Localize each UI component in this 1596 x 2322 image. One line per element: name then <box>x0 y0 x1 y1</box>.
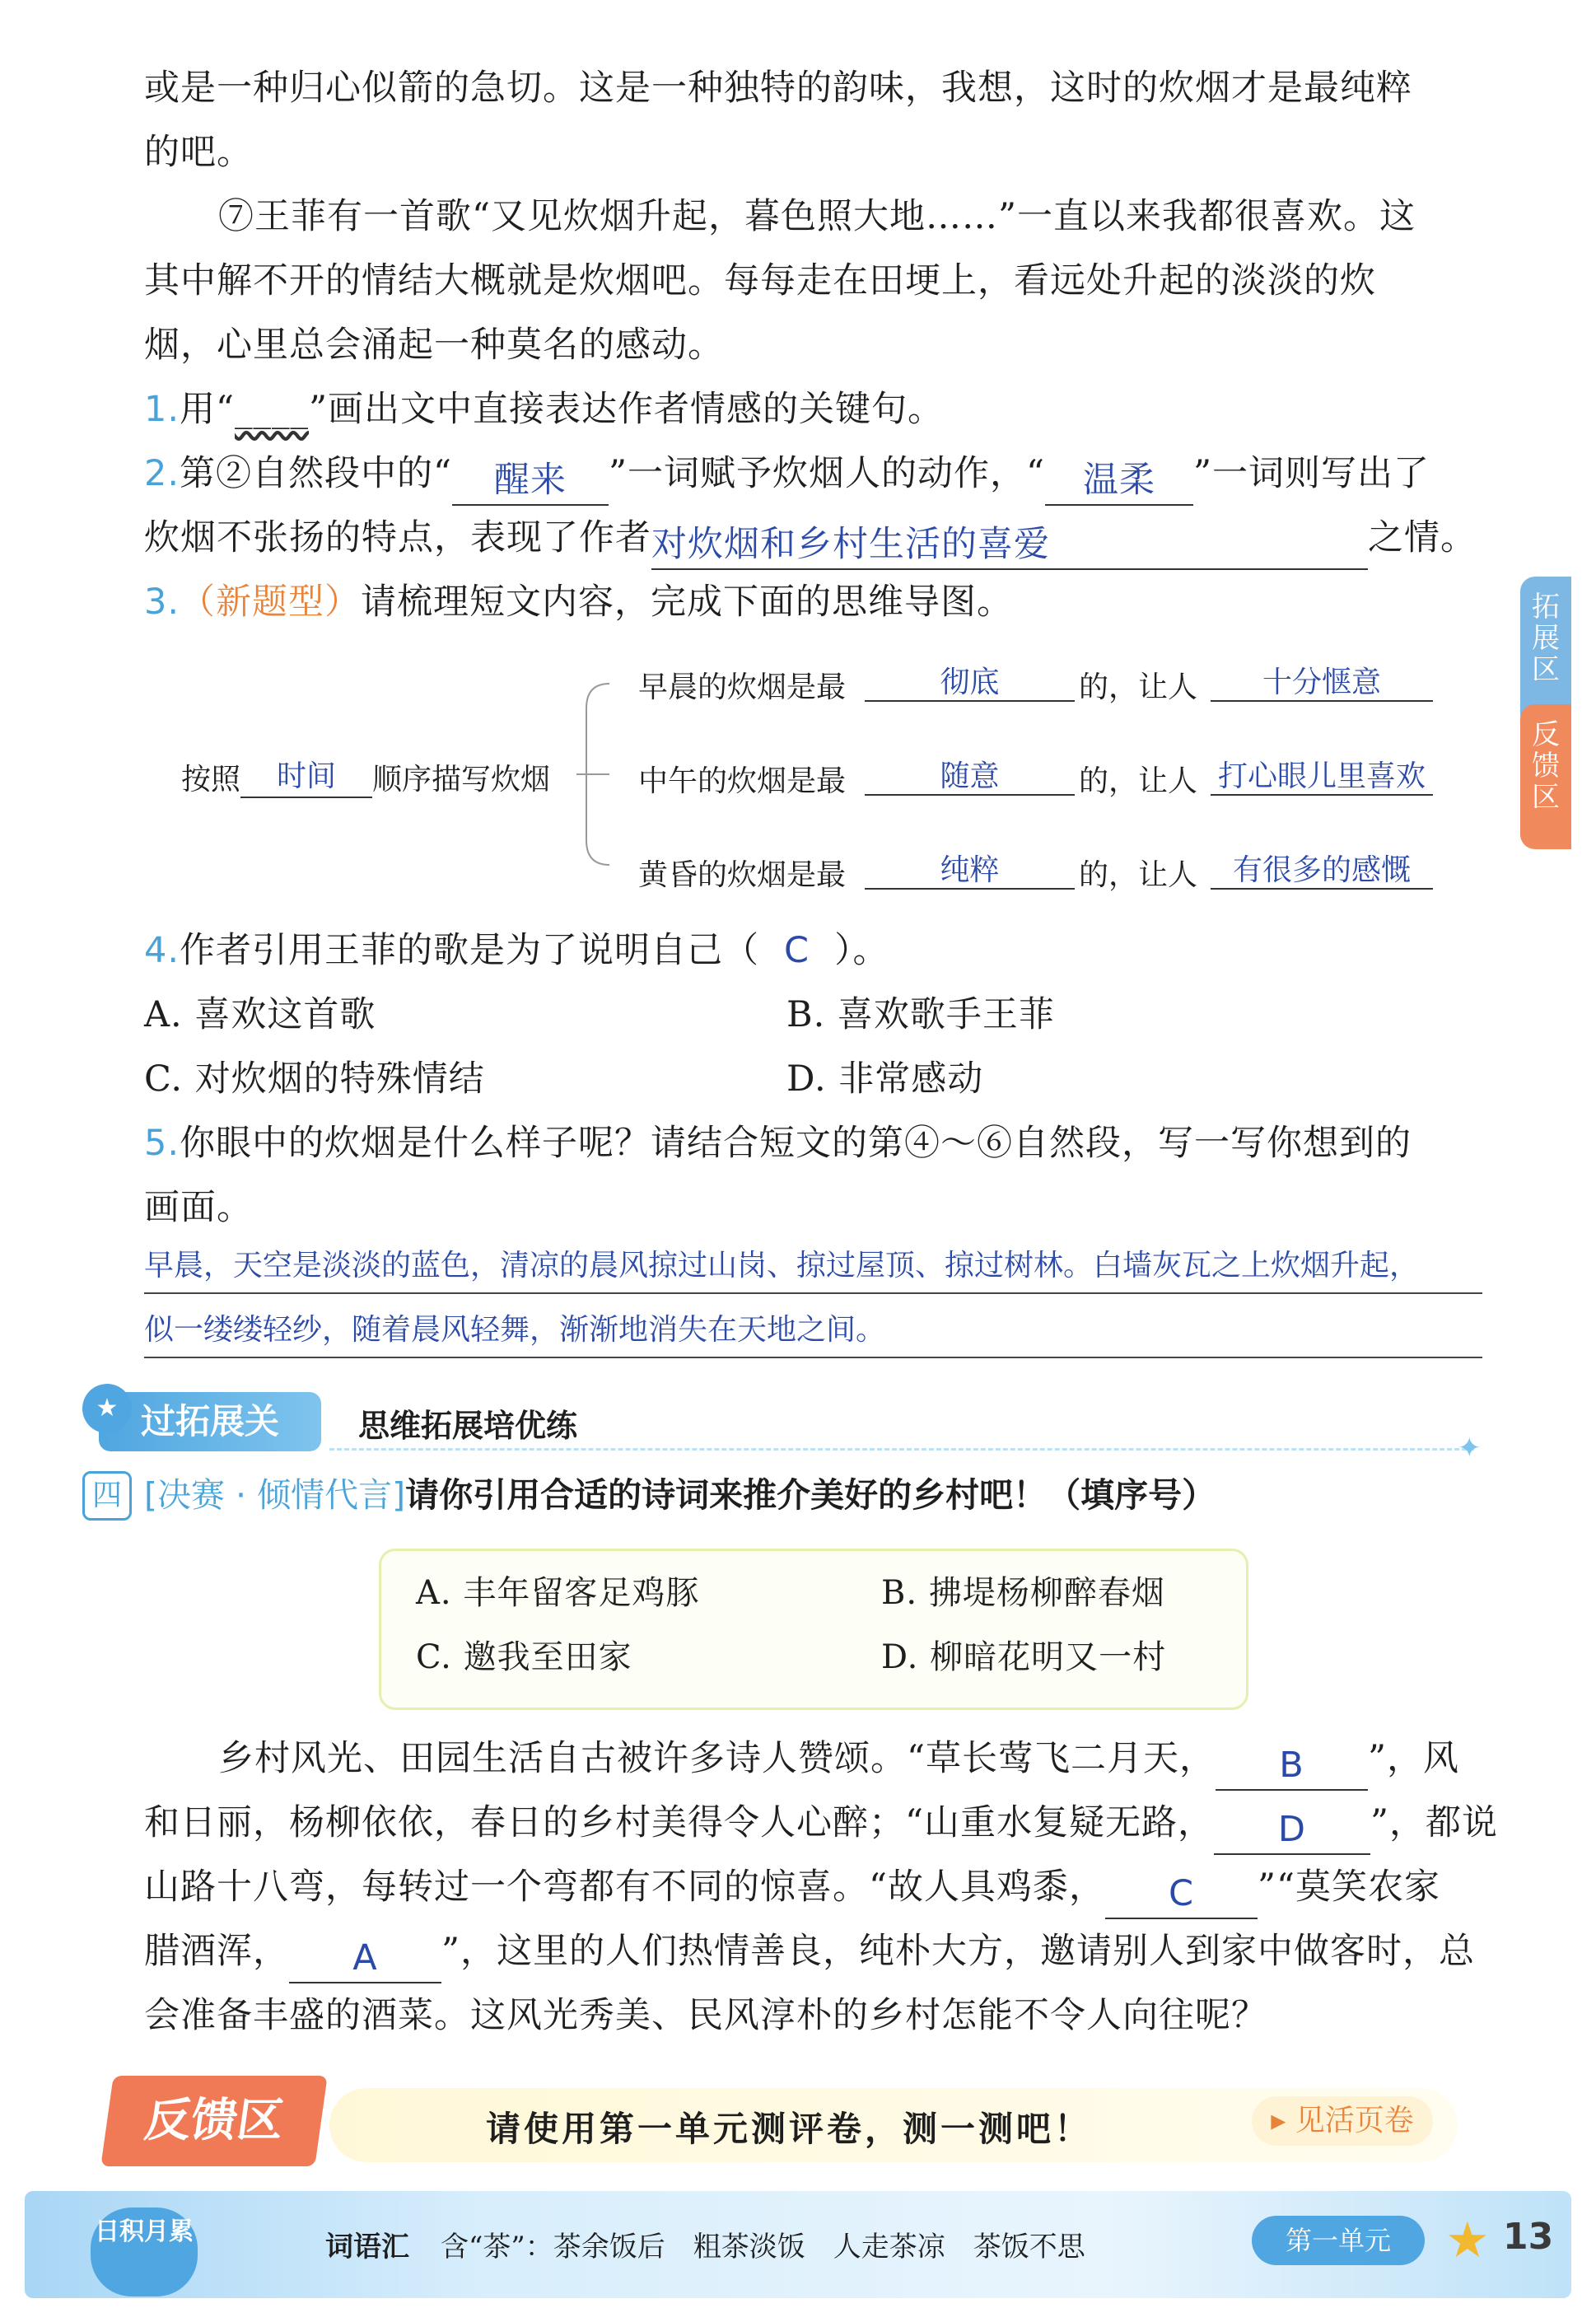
poem-paragraph-line-1: 乡村风光、田园生活自古被许多诗人赞颂。“草长莺飞二月天， B ”，风 <box>218 1726 1459 1791</box>
answer-blank[interactable]: 随意 <box>865 753 1075 796</box>
answer-blank[interactable]: 时间 <box>240 757 372 798</box>
mind-map-branch: 黄昏的炊烟是最 <box>638 858 847 892</box>
poem-paragraph-line-3: 山路十八弯，每转过一个弯都有不同的惊喜。“故人具鸡黍， C ”“莫笑农家 <box>144 1855 1440 1919</box>
tab-expand[interactable]: 拓展区 <box>1520 577 1571 730</box>
answer-blank[interactable]: 彻底 <box>865 659 1075 702</box>
section-badge: 过拓展关 <box>99 1392 321 1451</box>
question-number: 1. <box>144 389 180 430</box>
poem-option-a: A. 丰年留客足鸡豚 <box>416 1574 700 1612</box>
page-number: 13 <box>1503 2216 1554 2258</box>
mascot-icon: ★ <box>82 1384 132 1433</box>
poem-paragraph-line-2: 和日丽，杨柳依依，春日的乡村美得令人心醉；“山重水复疑无路， D ”，都说 <box>144 1791 1498 1855</box>
passage-line-3: ⑦王菲有一首歌“又见炊烟升起，暮色照大地……”一直以来我都很喜欢。这 <box>218 196 1416 237</box>
answer-choice[interactable]: C <box>784 930 810 971</box>
mind-map-branch: 早晨的炊烟是最 <box>638 670 847 704</box>
see-worksheet-link[interactable]: ▸ 见活页卷 <box>1252 2096 1433 2146</box>
answer-line-2[interactable]: 似一缕缕轻纱，随着晨风轻舞，渐渐地消失在天地之间。 <box>144 1304 1482 1358</box>
question-four: [决赛 · 倾情代言]请你引用合适的诗词来推介美好的乡村吧！（填序号） <box>144 1475 1216 1515</box>
question-1: 1.用“____”画出文中直接表达作者情感的关键句。 <box>144 389 944 430</box>
feedback-text: 请使用第一单元测评卷，测一测吧！ <box>486 2109 1093 2149</box>
passage-line-1: 或是一种归心似箭的急切。这是一种独特的韵味，我想，这时的炊烟才是最纯粹 <box>144 68 1412 109</box>
passage-line-4: 其中解不开的情结大概就是炊烟吧。每每走在田埂上，看远处升起的淡淡的炊 <box>144 260 1376 301</box>
answer-blank[interactable]: 醒来 <box>452 456 609 506</box>
poem-option-b: B. 拂堤杨柳醉春烟 <box>881 1574 1165 1612</box>
wavy-underline-mark: ____ <box>235 389 310 430</box>
star-icon: ✦ <box>1458 1432 1482 1465</box>
answer-line-1[interactable]: 早晨，天空是淡淡的蓝色，清凉的晨风掠过山岗、掠过屋顶、掠过树林。白墙灰瓦之上炊烟升起， <box>144 1240 1482 1294</box>
star-icon: ★ <box>1445 2212 1490 2269</box>
footer-content: 含“茶”：茶余饭后 粗茶淡饭 人走茶凉 茶饭不思 <box>441 2231 1085 2264</box>
answer-blank[interactable]: 十分惬意 <box>1211 659 1433 702</box>
section-subtitle: 思维拓展培优练 <box>358 1408 578 1444</box>
unit-label: 第一单元 <box>1252 2216 1425 2265</box>
answer-blank[interactable]: C <box>1105 1870 1258 1919</box>
poem-paragraph-line-4: 腊酒浑， A ”，这里的人们热情善良，纯朴大方，邀请别人到家中做客时，总 <box>144 1919 1475 1983</box>
answer-blank[interactable]: A <box>289 1934 441 1983</box>
option-c[interactable]: C. 对炊烟的特殊情结 <box>144 1058 485 1100</box>
footer-badge: 日积月累 <box>91 2208 198 2296</box>
feedback-badge: 反馈区 <box>100 2076 327 2166</box>
mind-map-root: 按照 时间 顺序描写炊烟 <box>181 756 550 798</box>
option-d[interactable]: D. 非常感动 <box>786 1058 984 1100</box>
divider <box>329 1448 1474 1451</box>
question-3: 3.（新题型）请梳理短文内容，完成下面的思维导图。 <box>144 582 1014 623</box>
poem-paragraph-line-5: 会准备丰盛的酒菜。这风光秀美、民风淳朴的乡村怎能不令人向往呢？ <box>144 1995 1267 2036</box>
answer-blank[interactable]: 对炊烟和乡村生活的喜爱 <box>651 521 1368 570</box>
question-5: 5.你眼中的炊烟是什么样子呢？请结合短文的第④～⑥自然段，写一写你想到的 <box>144 1123 1412 1164</box>
option-a[interactable]: A. 喜欢这首歌 <box>144 994 376 1035</box>
option-b[interactable]: B. 喜欢歌手王菲 <box>786 994 1055 1035</box>
mind-map-brace <box>576 659 642 890</box>
poem-option-c: C. 邀我至田家 <box>416 1638 632 1676</box>
footer-label: 词语汇 <box>325 2231 409 2264</box>
question-4: 4.作者引用王菲的歌是为了说明自己（ C ）。 <box>144 930 889 971</box>
mind-map-branch: 中午的炊烟是最 <box>638 764 847 798</box>
question-2-line-2: 炊烟不张扬的特点，表现了作者对炊烟和乡村生活的喜爱 之情。 <box>144 506 1477 570</box>
answer-blank[interactable]: 纯粹 <box>865 847 1075 890</box>
new-question-tag: （新题型） <box>180 582 362 623</box>
answer-blank[interactable]: B <box>1216 1741 1368 1791</box>
tab-feedback[interactable]: 反馈区 <box>1520 704 1571 849</box>
question-2: 2.第②自然段中的“ 醒来 ”一词赋予炊烟人的动作，“ 温柔 ”一词则写出了 <box>144 442 1430 506</box>
answer-blank[interactable]: 有很多的感慨 <box>1211 847 1433 890</box>
question-tag: [决赛 · 倾情代言] <box>144 1475 406 1515</box>
passage-line-2: 的吧。 <box>144 132 253 173</box>
answer-blank[interactable]: 温柔 <box>1045 456 1193 506</box>
answer-blank[interactable]: 打心眼儿里喜欢 <box>1211 753 1433 796</box>
poem-option-d: D. 柳暗花明又一村 <box>881 1638 1167 1676</box>
question-four-number: 四 <box>82 1471 132 1521</box>
passage-line-5: 烟，心里总会涌起一种莫名的感动。 <box>144 325 724 366</box>
answer-blank[interactable]: D <box>1214 1806 1370 1855</box>
